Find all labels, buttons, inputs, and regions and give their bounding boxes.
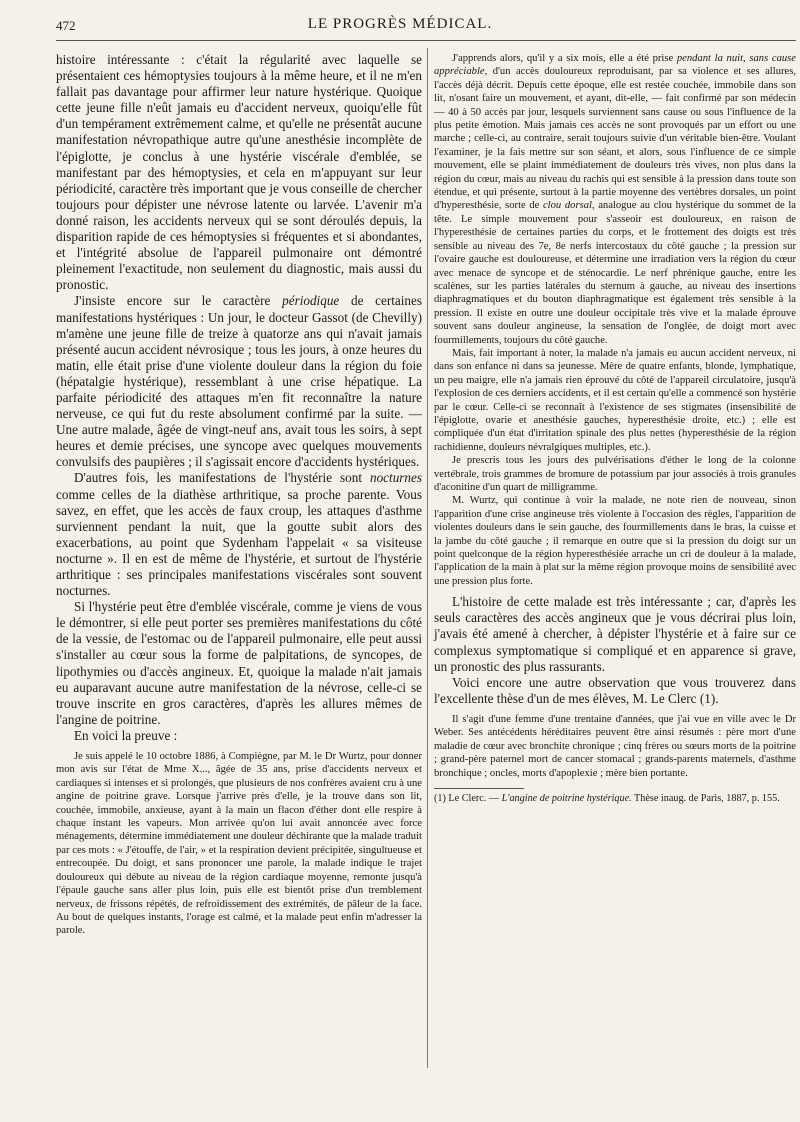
observation-paragraph: Mais, fait important à noter, la malade n'a jamais eu aucun accident nerveux, ni dans son enfance ni dans sa jeunesse. Mère de quatre enfants, blonde, lymphatique, un peu maigre, elle n'a jamais rien éprouvé du côté de l'appareil circulatoire, jusqu'à l'explosion de ces derniers accidents, et il est certain qu'elle a commencé son hystérie par le cœur. Celle-ci se reconnaît à l'existence de ses stigmates (insensibilité de l'épiglotte, ovarie et anesthésie gauches, hyperesthésie droite, etc.) ; elle est compliquée d'un état d'irritation spinale des plus nettes (hyperesthésie de la région rachidienne, douleurs névralgiques multiples, etc.). (434, 347, 796, 453)
page-number: 472 (56, 18, 76, 33)
paragraph: En voici la preuve : (74, 727, 178, 743)
footnote-rule (434, 788, 524, 789)
footnote: (1) Le Clerc. — L'angine de poitrine hystérique. Thèse inaug. de Paris, 1887, p. 155. (434, 792, 780, 804)
observation-paragraph: Il s'agit d'une femme d'une trentaine d'années, que j'ai vue en ville avec le Dr Weber. Ses antécédents héréditaires peuvent être ainsi résumés : père mort d'une maladie de cœur avec bronchite chronique ; cinq frères ou sœurs morts de la poitrine ; grand-père paternel mort de cancer stomacal ; grands-parents maternels, d'asthme bronchique ; oncles, morts d'apoplexie ; mère bien portante. (434, 713, 796, 779)
left-column (56, 52, 422, 938)
paragraph: L'histoire de cette malade est très intéressante ; car, d'après les seuls caractères des accès angineux que je vous décrirai plus loin, j'avais été amené à chercher, à dépister l'hystérie et à faire sur ce complexus symptomatique si compliqué et en apparence si grave, un pronostic des plus rassurants. (434, 594, 796, 674)
observation-paragraph: J'apprends alors, qu'il y a six mois, elle a été prise pendant la nuit, sans cause appréciable, d'un accès douloureux reproduisant, par sa violence et ses allures, l'accès déjà décrit. Depuis cette époque, elle est restée couchée, immobile dans son lit, n'osant faire un mouvement, et ayant, dit-elle, — fait confirmé par son médecin — 40 à 50 accès par jour, lesquels surviennent sans cause ou sous l'influence de la plus petite émotion. Mais jamais ces accès ne sont provoqués par un effort ou une marche ; celle-ci, au contraire, serait toujours suivie d'un véritable bien-être. Voulant l'examiner, je la fais mettre sur son séant, et alors, sous l'influence de ce simple mouvement, elle se plaint immédiatement de douleurs très vives, non plus dans la région du cœur, mais au niveau du rachis qui est sensible à la pression dans toute son étendue, et qui présente, surtout à la partie moyenne des vertèbres dorsales, un point d'hyperesthésie, sorte de clou dorsal, analogue au clou hystérique du sommet de la tête. Le simple mouvement pour s'asseoir est douloureux, en raison de l'hyperesthésie de certaines parties du corps, et le frottement des doigts est très sensible au niveau des 7e, 8e nerfs intercostaux du côté gauche ; la pression sur l'ovaire gauche est douloureuse, et détermine une irradiation vers la région du cœur avec menace de syncope et de sténocardie. Le nerf phrénique gauche, entre les scalènes, sur les parties latérales du sternum à gauche, au niveau des insertions diaphragmatiques et du bouton diaphragmatique est également très sensible à la pression. Il existe en outre une douleur occipitale très vive et la malade éprouve souvent sans douleur angineuse, la sensation de l'onglée, de doigt mort avec fourmillements, toujours du côté gauche. (434, 53, 796, 346)
paragraph: J'insiste encore sur le caractère périodique de certaines manifestations hystériques : Un jour, le docteur Gassot (de Chevilly) m'amène une jeune fille de treize à quatorze ans qui n'avait jamais présenté aucun accident névrosique ; tous les jours, à onze heures du matin, elle était prise d'une violente douleur dans la région du foie (hépatalgie hystérique), ressemblant à une crise hépatique. La parfaite périodicité des attaques m'en fit reconnaître la nature nerveuse, ce qui fut du reste absolument confirmé par la suite. — Une autre malade, âgée de vingt-neuf ans, avait tous les soirs, à sept heures et demie précises, une syncope avec quelques mouvements convulsifs des paupières ; il s'agissait encore d'accidents hystériques. (56, 293, 422, 470)
paragraph: Si l'hystérie peut être d'emblée viscérale, comme je viens de vous le démontrer, si elle peut porter ses premières manifestations du côté de la vessie, de l'estomac ou de l'appareil pulmonaire, elle peut aussi s'installer au cœur sous la forme de palpitations, de syncopes, de lipothymies ou d'accès angineux. Et, quoique la malade n'ait jamais eu auparavant aucune autre manifestation de la névrose, celle-ci se trouve inscrite en gros caractères, d'après les allures mêmes de l'angine de poitrine. (56, 599, 422, 727)
paragraph: histoire intéressante : c'était la régularité avec laquelle se présentaient ces hémoptysies toujours à la même heure, et il ne m'en fallait pas davantage pour affirmer leur nature hystérique. Quoique cette jeune fille n'eût jamais eu d'accident nerveux, quoiqu'elle fût d'un tempérament extrêmement calme, et qu'elle ne présentât aucune manifestation névropathique autre qu'une anesthésie incomplète de l'épiglotte, je conclus à une hystérie viscérale d'emblée, se manifestant par des hémoptysies, et cela en m'appuyant sur leur périodicité, caractère très important que je vous conseille de chercher toujours pour dépister une névrose latente ou larvée. L'avenir m'a donné raison, les accidents nerveux qui se sont déroulés depuis, la disparition rapide de ces hémoptysies si fréquentes et si abondantes, et l'intégrité absolue de l'appareil pulmonaire ont démontré pleinement l'exactitude, non seulement du diagnostic, mais aussi du pronostic. (56, 52, 422, 293)
header-rule (56, 40, 796, 41)
page-header (0, 14, 800, 36)
paragraph: Voici encore une autre observation que vous trouverez dans l'excellente thèse d'un de mes élèves, M. Le Clerc (1). (434, 674, 796, 706)
right-column (434, 52, 796, 806)
running-title: LE PROGRÈS MÉDICAL. (307, 16, 493, 32)
observation-paragraph: Je suis appelé le 10 octobre 1886, à Compiègne, par M. le Dr Wurtz, pour donner mon avis sur l'état de Mme X..., âgée de 35 ans, prise d'accidents nerveux et cardiaques si intenses et si prolongés, que plusieurs de nos confrères avaient cru à une angine de poitrine grave. Lorsque j'arrive près d'elle, je la trouve dans son lit, couchée, immobile, anxieuse, ayant à la main un flacon d'éther dont elle respire à chaque instant les vapeurs. Mon arrivée qu'on lui avait annoncée avec force ménagements, détermine immédiatement une douleur déchirante que la malade traduit par ces mots : « J'étouffe, de l'air, » et la respiration devient précipitée, singultueuse et entrecoupée. Du doigt, et sans prononcer une parole, la malade indique le trajet douloureux qui débute au niveau de la région cardiaque moyenne, remonte jusqu'à l'épaule gauche sans aller plus loin, puis elle est bientôt prise d'un tremblement nerveux, de frissons répétés, de refroidissement des extrémités, de pâleur de la face. Au bout de quelques instants, l'orage est calmé, et la malade peut enfin m'adresser la parole. (56, 751, 422, 937)
observation-paragraph: Je prescris tous les jours des pulvérisations d'éther le long de la colonne vertébrale, trois grammes de bromure de potassium par jour associés à trois granules d'aconitine d'un quart de milligramme. (434, 455, 796, 493)
column-divider (427, 48, 428, 1068)
paragraph: D'autres fois, les manifestations de l'hystérie sont nocturnes comme celles de la diathèse arthritique, sa proche parente. Vous savez, en effet, que les accès de faux croup, les attaques d'asthme surviennent pendant la nuit, que la goutte subit alors des exacerbations, au point que Sydenham l'appelait « sa visiteuse nocturne ». Il en est de même de l'hystérie, et surtout de l'hystérie arthritique : ses principales manifestations viscérales sont souvent nocturnes. (56, 470, 422, 599)
observation-paragraph: M. Wurtz, qui continue à voir la malade, ne note rien de nouveau, sinon l'apparition d'une crise angineuse très violente à l'occasion des règles, l'apparition de violentes douleurs dans le sein gauche, des fourmillements dans le bras, la cuisse et la jambe du côté gauche ; il remarque en outre que si la pression du doigt sur un point quelconque de la région hyperesthésiée arrache un cri de douleur à la malade, l'application de la main à plat sur la même région provoque moins de sensibilité avec une pression plus forte. (434, 495, 796, 587)
